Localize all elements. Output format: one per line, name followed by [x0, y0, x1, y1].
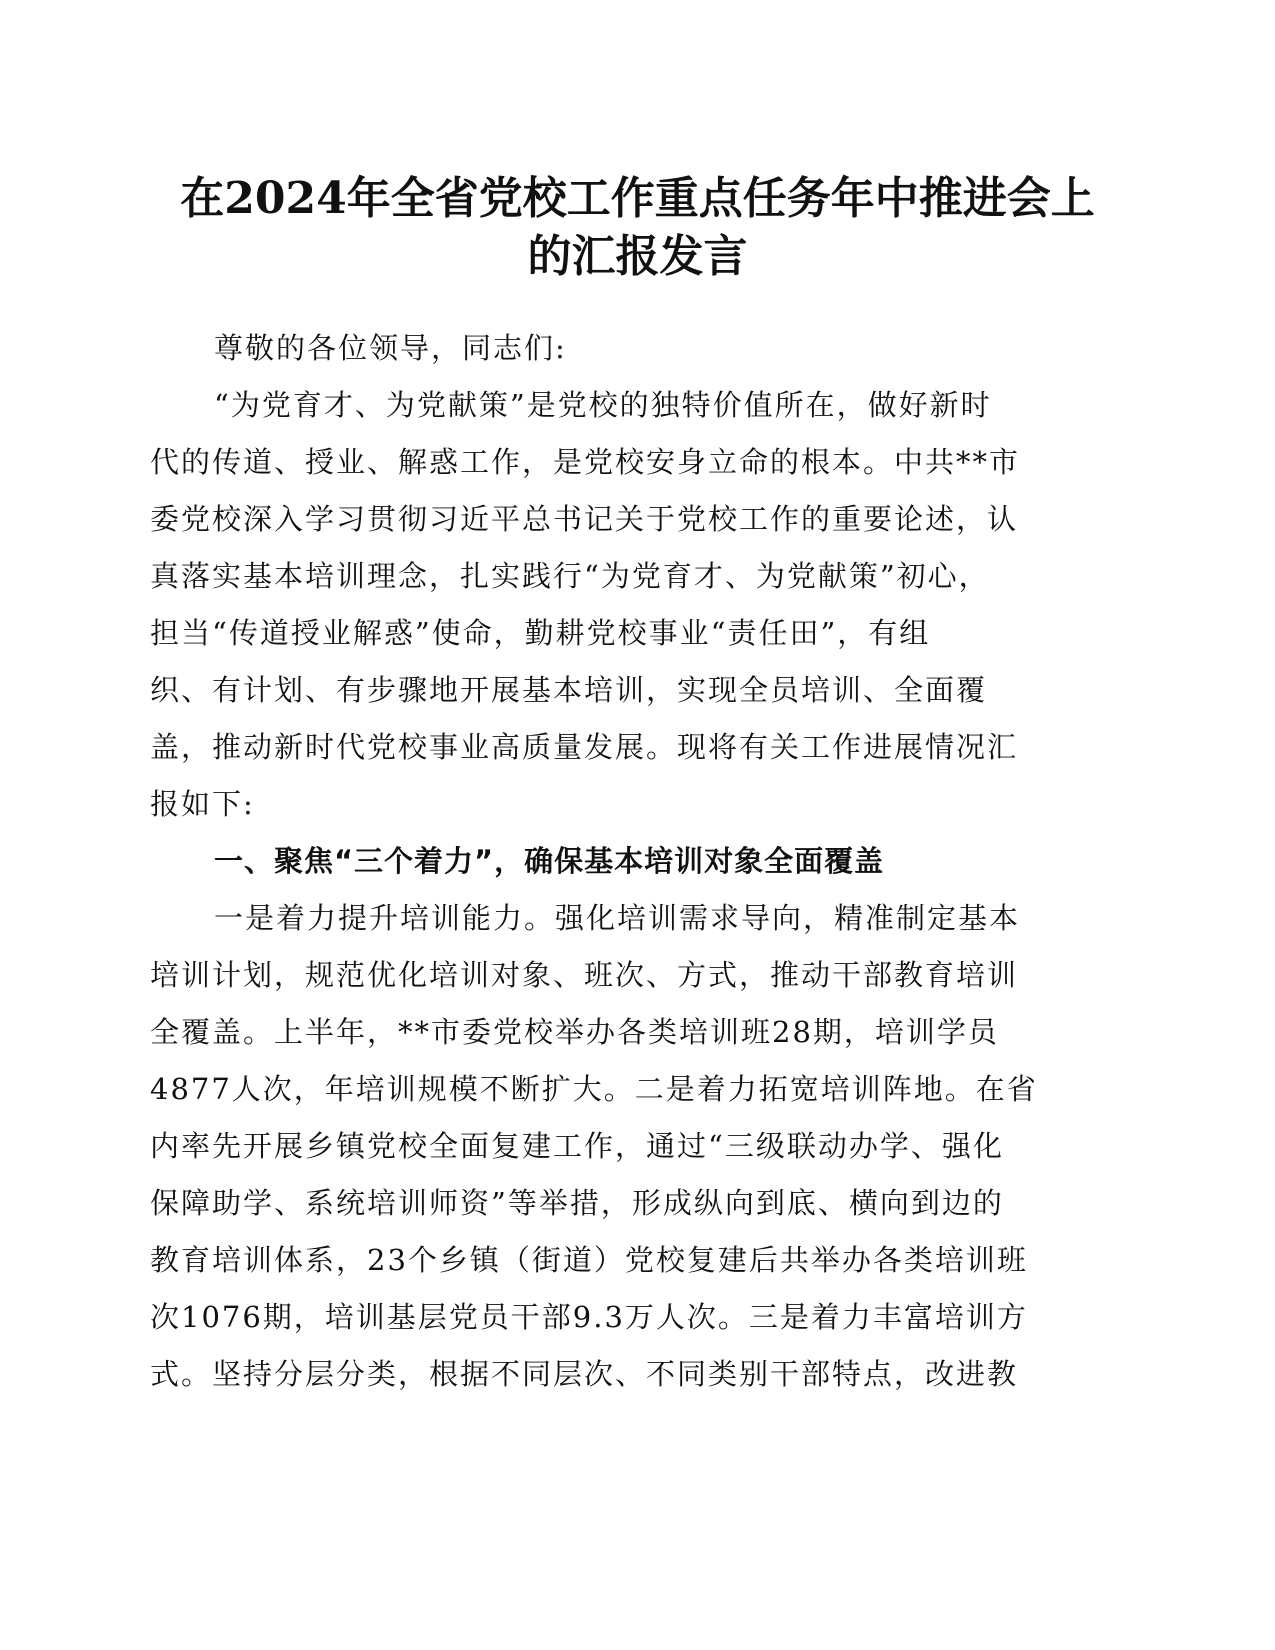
paragraph-line: 培训计划，规范优化培训对象、班次、方式，推动干部教育培训 — [150, 958, 1019, 992]
title-line-2: 的汇报发言 — [527, 231, 748, 282]
paragraph-line: 担当“传道授业解惑”使命，勤耕党校事业“责任田”，有组 — [150, 616, 931, 650]
paragraph-line: 次1076期，培训基层党员干部9.3万人次。三是着力丰富培训方 — [150, 1300, 1028, 1334]
paragraph-line: 4877人次，年培训规模不断扩大。二是着力拓宽培训阵地。在省 — [150, 1072, 1038, 1106]
paragraph-line: 代的传道、授业、解惑工作，是党校安身立命的根本。中共**市 — [150, 445, 1021, 479]
paragraph-line: 教育培训体系，23个乡镇（街道）党校复建后共举办各类培训班 — [150, 1243, 1028, 1277]
paragraph-line: 盖，推动新时代党校事业高质量发展。现将有关工作进展情况汇 — [150, 730, 1019, 764]
paragraph-line: 式。坚持分层分类，根据不同层次、不同类别干部特点，改进教 — [150, 1357, 1019, 1391]
paragraph-line: 全覆盖。上半年，**市委党校举办各类培训班28期，培训学员 — [150, 1015, 999, 1049]
title-line-1: 在2024年全省党校工作重点任务年中推进会上 — [180, 173, 1095, 224]
paragraph-line: 报如下: — [150, 787, 255, 821]
salutation: 尊敬的各位领导，同志们: — [214, 331, 567, 365]
paragraph-line: 一是着力提升培训能力。强化培训需求导向，精准制定基本 — [214, 901, 1021, 935]
paragraph-line: 真落实基本培训理念，扎实践行“为党育才、为党献策”初心， — [150, 559, 990, 593]
paragraph-line: 内率先开展乡镇党校全面复建工作，通过“三级联动办学、强化 — [150, 1129, 1004, 1163]
paragraph-line: 织、有计划、有步骤地开展基本培训，实现全员培训、全面覆 — [150, 673, 988, 707]
document-title — [140, 170, 1135, 286]
section-heading: 一、聚焦“三个着力”，确保基本培训对象全面覆盖 — [214, 844, 885, 878]
paragraph-line: 保障助学、系统培训师资”等举措，形成纵向到底、横向到边的 — [150, 1186, 1004, 1220]
document-body — [150, 320, 1110, 1403]
paragraph-line: 委党校深入学习贯彻习近平总书记关于党校工作的重要论述，认 — [150, 502, 1019, 536]
paragraph-line: “为党育才、为党献策”是党校的独特价值所在，做好新时 — [214, 388, 992, 422]
